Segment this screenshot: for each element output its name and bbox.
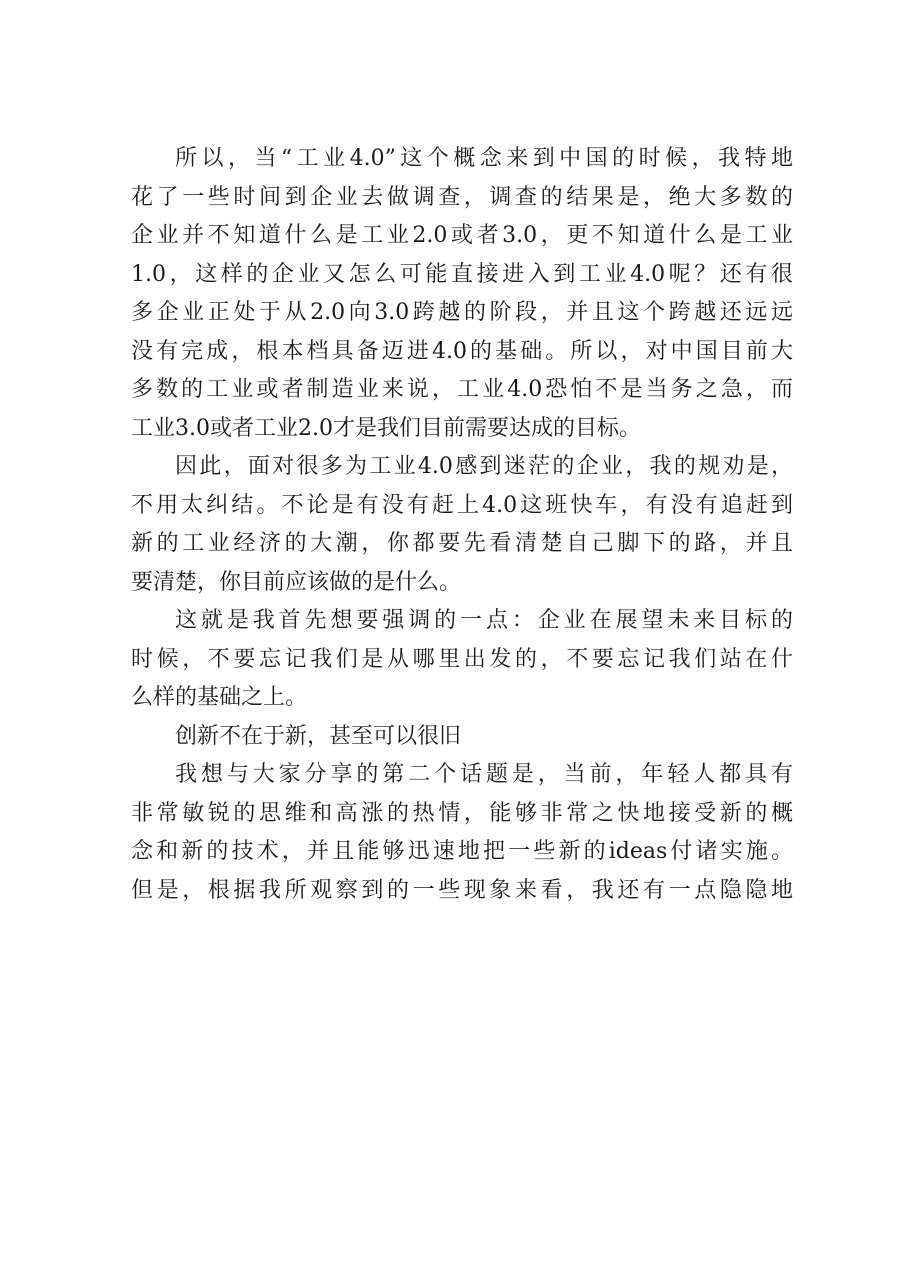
text-line: 企业并不知道什么是工业2.0或者3.0，更不知道什么是工业 <box>131 223 793 248</box>
paragraph-1 <box>131 140 793 448</box>
body-text <box>131 140 793 910</box>
text-line: 花了一些时间到企业去做调查，调查的结果是，绝大多数的 <box>131 184 793 210</box>
text-line: 没有完成，根本档具备迈进4.0的基础。所以，对中国目前大 <box>131 338 793 364</box>
text-line: 因此，面对很多为工业4.0感到迷茫的企业，我的规劝是， <box>175 454 793 479</box>
paragraph-3 <box>131 602 793 718</box>
text-line: 这就是我首先想要强调的一点：企业在展望未来目标的 <box>175 608 793 633</box>
text-line: 我想与大家分享的第二个话题是，当前，年轻人都具有 <box>175 762 793 787</box>
text-line: 要清楚，你目前应该做的是什么。 <box>131 569 462 595</box>
text-line: 念和新的技术，并且能够迅速地把一些新的ideas付诸实施。 <box>131 839 793 864</box>
paragraph-4 <box>131 756 793 910</box>
text-line: 但是，根据我所观察到的一些现象来看，我还有一点隐隐地 <box>131 877 793 903</box>
text-line: 所以，当“工业4.0”这个概念来到中国的时候，我特地 <box>175 146 793 171</box>
text-line: 时候，不要忘记我们是从哪里出发的，不要忘记我们站在什 <box>131 646 793 672</box>
section-heading <box>131 718 793 757</box>
text-line: 多企业正处于从2.0向3.0跨越的阶段，并且这个跨越还远远 <box>131 300 793 325</box>
text-line: 不用太纠结。不论是有没有赶上4.0这班快车，有没有追赶到 <box>131 492 793 518</box>
text-line: 1.0，这样的企业又怎么可能直接进入到工业4.0呢？还有很 <box>131 261 793 287</box>
text-line: 新的工业经济的大潮，你都要先看清楚自己脚下的路，并且 <box>131 531 793 556</box>
text-line: 工业3.0或者工业2.0才是我们目前需要达成的目标。 <box>131 415 641 441</box>
heading-text: 创新不在于新，甚至可以很旧 <box>175 723 462 749</box>
text-line: 么样的基础之上。 <box>131 685 308 710</box>
paragraph-2 <box>131 448 793 602</box>
text-line: 多数的工业或者制造业来说，工业4.0恐怕不是当务之急，而 <box>131 377 793 402</box>
text-line: 非常敏锐的思维和高涨的热情，能够非常之快地接受新的概 <box>131 800 793 826</box>
